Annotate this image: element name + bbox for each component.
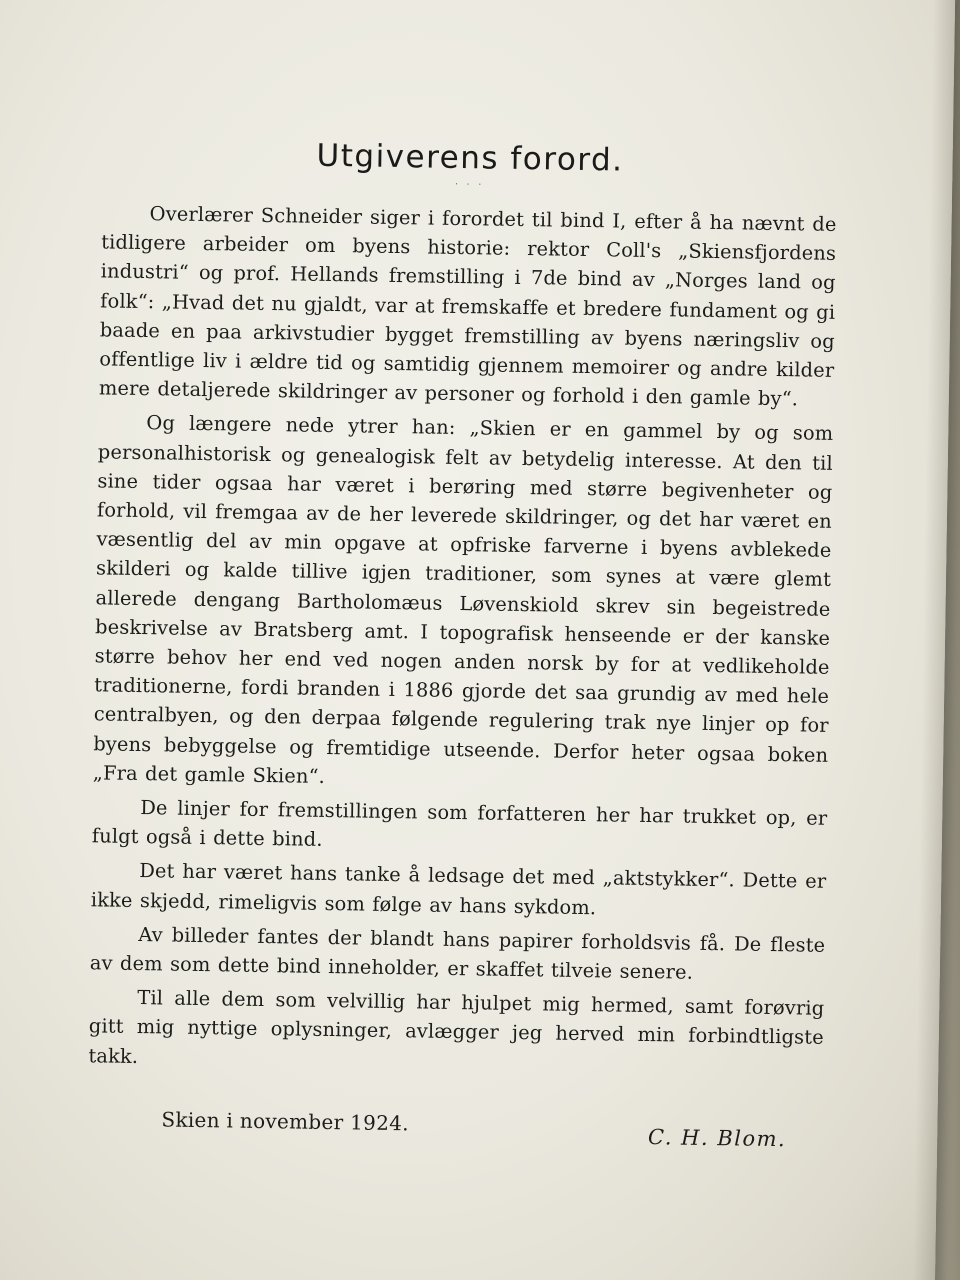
title-ornament: · · ·: [454, 179, 485, 191]
paragraph-6: Til alle dem som velvillig har hjulpet mig hermed, samt forøvrig gitt mig nyttige oplysninger, avlægger jeg herved min forbindtligste takk.: [88, 986, 825, 1068]
page-title: Utgiverens forord.: [316, 137, 624, 179]
foreword-text-block: [87, 134, 838, 1157]
signature: C. H. Blom.: [647, 1124, 787, 1152]
paragraph-5: Av billeder fantes der blandt hans papirer forholdsvis få. De fleste av dem som dette bind inneholder, er skaffet tilveie senere.: [89, 922, 826, 984]
paragraph-1: Overlærer Schneider siger i forordet til bind I, efter å ha nævnt de tidligere arbeider om byens historie: rektor Coll's „Skiensfjordens industri“ og prof. Hellands fremstilling i 7de bind av „Norges land og folk“: „Hvad det nu gjaldt, var at fremskaffe et bredere fundament og gi baade en paa arkivstudier bygget fremstilling av byens næringsliv og offentlige liv i ældre tid og samtidig gjennem memoirer og andre kilder mere detaljerede skildringer av personer og forhold i den gamle by“.: [98, 202, 837, 411]
signoff: [87, 1106, 823, 1158]
paragraph-4: Det har været hans tanke å ledsage det med „aktstykker“. Dette er ikke skjedd, rimeligvis som følge av hans sykdom.: [90, 859, 827, 919]
place-date: Skien i november 1924.: [161, 1107, 410, 1136]
paragraph-3: De linjer for fremstillingen som forfatteren her har trukket op, er fulgt også i dette bind.: [91, 796, 828, 852]
paragraph-2: Og længere nede ytrer han: „Skien er en gammel by og som personalhistorisk og genealogisk felt av betydelig interesse. At den til sine tider ogsaa har været i berøring med større begivenheter og forhold, vil fremgaa av de her leverede skildringer, og det har været en væsentlig del av min opgave at opfriske farverne i byens avblekede skilderi og kalde tillive igjen traditioner, som synes at være glemt allerede dengang Bartholomæus Løvenskiold skrev sin begeistrede beskrivelse av Bratsberg amt. I topografisk henseende er der kanske større behov her end ved nogen anden norsk by for at vedlikeholde traditionerne, fordi branden i 1886 gjorde det saa grundig av med hele centralbyen, og den derpaa følgende regulering trak nye linjer op for byens bebyggelse og fremtidige utseende. Derfor heter ogsaa boken „Fra det gamle Skien“.: [92, 411, 834, 788]
